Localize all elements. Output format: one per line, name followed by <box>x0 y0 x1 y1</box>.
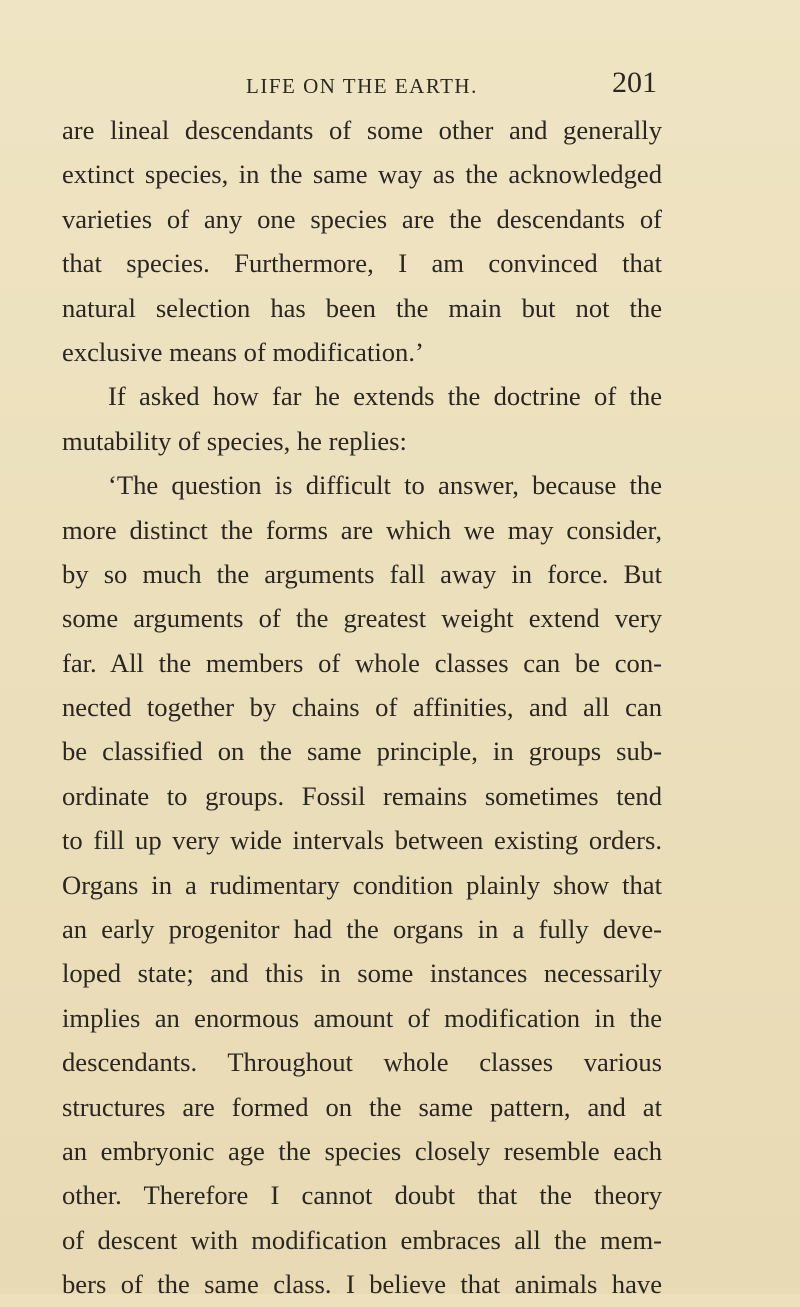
text-line: exclusive means of modification.’ <box>62 336 424 367</box>
text-line: more distinct the forms are which we may consider, <box>62 514 662 545</box>
text-line: extinct species, in the same way as the acknowledged <box>62 159 662 190</box>
text-line: by so much the arguments fall away in force. But <box>62 558 662 589</box>
text-line: of descent with modification embraces all the mem- <box>62 1224 662 1255</box>
text-line: some arguments of the greatest weight extend very <box>62 603 662 634</box>
text-line: far. All the members of whole classes can be con- <box>62 647 662 678</box>
text-line: If asked how far he extends the doctrine of the <box>108 381 662 412</box>
text-line: mutability of species, he replies: <box>62 425 407 456</box>
text-line: Organs in a rudimentary condition plainly show that <box>62 869 662 900</box>
text-line: to fill up very wide intervals between existing orders. <box>62 825 662 856</box>
page-header <box>0 66 800 106</box>
text-line: other. Therefore I cannot doubt that the theory <box>62 1180 662 1211</box>
text-line: varieties of any one species are the descendants of <box>62 203 662 234</box>
text-line: an embryonic age the species closely resemble each <box>62 1135 662 1166</box>
running-head: LIFE ON THE EARTH. <box>246 74 478 98</box>
text-line: ordinate to groups. Fossil remains sometimes tend <box>62 780 662 811</box>
text-line: nected together by chains of affinities, and all can <box>62 692 662 723</box>
text-line: natural selection has been the main but not the <box>62 292 662 323</box>
text-line: bers of the same class. I believe that animals have <box>62 1269 662 1300</box>
body-text <box>62 108 662 1307</box>
text-line: that species. Furthermore, I am convinced that <box>62 248 662 279</box>
text-line: structures are formed on the same pattern, and at <box>62 1091 662 1122</box>
text-line: an early progenitor had the organs in a fully deve- <box>62 914 662 945</box>
text-line: loped state; and this in some instances necessarily <box>62 958 662 989</box>
text-line: ‘The question is difficult to answer, because the <box>108 470 662 501</box>
text-line: implies an enormous amount of modification in the <box>62 1002 662 1033</box>
text-line: are lineal descendants of some other and generally <box>62 115 662 145</box>
text-line: descendants. Throughout whole classes various <box>62 1047 662 1078</box>
page-number: 201 <box>612 66 657 99</box>
text-line: be classified on the same principle, in groups sub- <box>62 736 662 767</box>
